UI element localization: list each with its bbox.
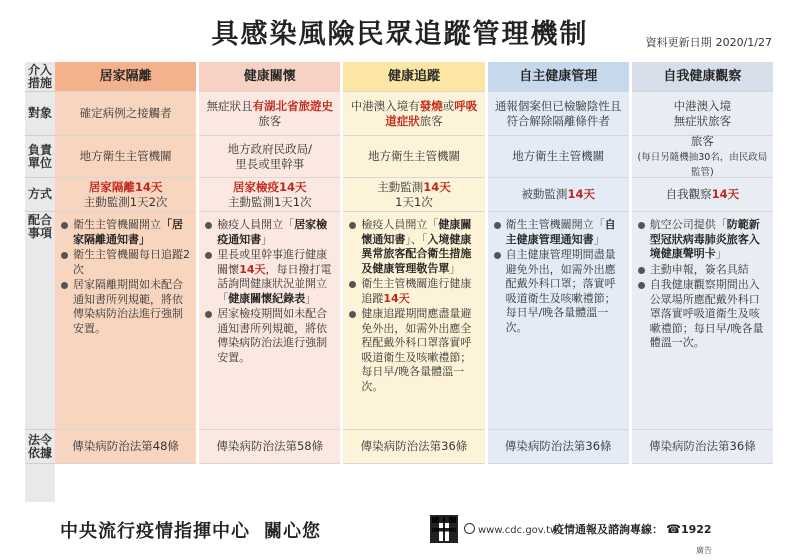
item-text: 主動申報，簽名具結 [649, 262, 749, 276]
target-text: 或 [442, 98, 455, 113]
target-text: 無症狀旅客 [673, 113, 732, 128]
target-cell [55, 92, 196, 136]
target-text: 無症狀且 [206, 98, 253, 113]
method-cell [199, 178, 340, 212]
phone-icon: ☎ [666, 522, 681, 536]
row-label-method: 方式 [25, 178, 55, 212]
unit-cell: 地方衛生主管機關 [488, 136, 629, 178]
target-text: 中港澳入境 [673, 98, 732, 113]
method-text: 主動監測1天2次 [83, 194, 168, 209]
item-text: 航空公司提供「 [649, 218, 727, 231]
item-text: 里長或里幹事進行健康關懷 [217, 248, 328, 276]
page-title: 具感染風險民眾追蹤管理機制 [211, 19, 589, 50]
list-item [349, 277, 478, 306]
item-text: 居家檢疫期間如未配合通知書所列規範，將依傳染病防治法進行強制安置。 [217, 307, 328, 364]
ad-mark: 廣告 [696, 546, 712, 555]
target-cell [199, 92, 340, 136]
unit-text: 旅客 [690, 134, 714, 148]
law-cell: 傳染病防治法第48條 [55, 430, 196, 464]
list-item [638, 263, 767, 278]
unit-cell: 地方衛生主管機關 [343, 136, 484, 178]
org-name: 中央流行疫情指揮中心 [60, 521, 250, 542]
unit-cell [199, 136, 340, 178]
header-home-isolation: 居家隔離 [55, 62, 196, 92]
unit-cell: 地方衛生主管機關 [55, 136, 196, 178]
globe-icon [464, 523, 475, 534]
method-highlight: 居家隔離14天 [88, 179, 163, 194]
target-highlight: 呼吸道症狀 [385, 98, 478, 128]
list-item [638, 278, 767, 351]
list-item [349, 218, 478, 276]
row-labels [25, 62, 55, 502]
target-text: 中港澳入境有 [350, 98, 420, 113]
method-highlight: 居家檢疫14天 [233, 179, 307, 194]
law-cell: 傳染病防治法第58條 [199, 430, 340, 464]
method-highlight: 14天 [567, 187, 595, 201]
method-text: 自我觀察 [665, 187, 712, 201]
website-url: www.cdc.gov.tw [478, 525, 559, 536]
item-emphasis: 自主健康管理通知書 [505, 218, 616, 246]
method-cell [632, 178, 773, 212]
law-cell: 傳染病防治法第36條 [343, 430, 484, 464]
method-highlight: 14天 [711, 187, 740, 201]
target-cell [632, 92, 773, 136]
header-self-management: 自主健康管理 [488, 62, 629, 92]
method-text: 主動監測1天1次 [227, 194, 312, 209]
item-text: 衛生主管機關每日追蹤2次 [73, 248, 190, 276]
hotline-label: 疫情通報及諮詢專線： [553, 523, 663, 536]
list-item [61, 248, 190, 277]
item-text: 居家隔離期間如未配合通知書所列規範，將依傳染病防治法進行強制安置。 [73, 278, 183, 335]
item-text: 衛生主管機關進行健康追蹤 [361, 277, 472, 305]
target-text: 旅客 [258, 113, 282, 128]
method-text: 被動監測 [521, 187, 568, 201]
list-item [494, 218, 623, 247]
management-table [55, 62, 773, 502]
update-label: 資料更新日期 [645, 36, 712, 49]
method-cell [55, 178, 196, 212]
item-emphasis: 健康關懷紀錄表 [228, 291, 306, 305]
unit-text: 地方政府民政局/ [227, 141, 312, 156]
item-emphasis: 「居家隔離通知書」 [73, 218, 183, 246]
list-item [61, 218, 190, 247]
list-item [61, 278, 190, 336]
website[interactable] [464, 523, 558, 536]
item-text: 檢疫人員開立「 [361, 218, 439, 231]
list-item [205, 248, 334, 306]
header-health-tracking: 健康追蹤 [343, 62, 484, 92]
list-item [205, 307, 334, 365]
row-label-law: 法令依據 [25, 430, 55, 464]
unit-cell [632, 136, 773, 178]
target-text: 確定病例之接觸者 [79, 106, 172, 120]
row-label-target: 對象 [25, 92, 55, 136]
method-highlight: 14天 [423, 179, 451, 194]
list-item [638, 218, 767, 262]
item-text: 衛生主管機關開立 [73, 218, 161, 231]
header-health-care: 健康關懷 [199, 62, 340, 92]
target-text: 旅客 [419, 113, 443, 128]
header-self-observation: 自我健康觀察 [632, 62, 773, 92]
item-emphasis: 居家檢疫通知書 [217, 218, 328, 246]
items-cell [632, 212, 773, 430]
list-item [349, 307, 478, 394]
row-label-measure: 介入措施 [25, 62, 55, 92]
hotline-number: 1922 [680, 523, 712, 536]
item-text: 」 [715, 247, 727, 260]
qr-code-icon [430, 515, 458, 543]
items-cell [343, 212, 484, 430]
item-highlight: 14天 [383, 291, 410, 305]
list-item [205, 218, 334, 247]
target-highlight: 有湖北省旅遊史 [252, 98, 334, 113]
item-highlight: 14天 [239, 262, 266, 276]
update-value: 2020/1/27 [715, 36, 772, 49]
items-cell [199, 212, 340, 430]
footer-org [60, 517, 321, 543]
target-cell: 通報個案但已檢驗陰性且符合解除隔離條件者 [488, 92, 629, 136]
item-emphasis: 防範新型冠狀病毒肺炎旅客入境健康聲明卡 [649, 218, 760, 260]
target-highlight: 發燒 [419, 98, 443, 113]
method-cell [488, 178, 629, 212]
row-label-unit: 負責單位 [25, 136, 55, 178]
items-cell [488, 212, 629, 430]
hotline [553, 521, 712, 537]
item-text: 」 [449, 261, 461, 275]
target-cell [343, 92, 484, 136]
item-text: 檢疫人員開立「 [217, 218, 295, 231]
item-emphasis: 健康關懷通知書 [361, 218, 472, 246]
item-text: 衛生主管機關開立「 [505, 218, 605, 231]
row-label-items: 配合事項 [25, 212, 55, 430]
method-text: 1天1次 [395, 194, 433, 209]
list-item [494, 248, 623, 335]
method-text: 主動監測 [377, 179, 424, 194]
item-text: 健康追蹤期間應盡量避免外出，如需外出應全程配戴外科口罩落實呼吸道衛生及咳嗽禮節；每日早/晚各量體溫一次。 [361, 307, 472, 393]
item-text: 自我健康觀察期間出入公眾場所應配戴外科口罩落實呼吸道衛生及咳嗽禮節；每日早/晚各量體溫一次。 [649, 278, 764, 349]
unit-note: (每日另隨機抽30名，由民政局監管) [637, 152, 768, 178]
item-emphasis: 入境健康異常旅客配合衛生措施及健康管理敬告單 [361, 232, 472, 275]
item-text: 」 [593, 232, 605, 246]
item-text: 」 [305, 291, 317, 305]
item-text: ，每日撥打電話詢問健康狀況並開立「 [217, 262, 332, 305]
item-text: 」、「 [405, 232, 428, 246]
slogan: 關心您 [264, 521, 321, 542]
unit-text: 里長或里幹事 [235, 156, 305, 171]
law-cell: 傳染病防治法第36條 [488, 430, 629, 464]
item-text: 自主健康管理期間盡量避免外出，如需外出應配戴外科口罩；落實呼吸道衛生及咳嗽禮節；每日早/晚各量體溫一次。 [505, 248, 616, 334]
law-cell: 傳染病防治法第36條 [632, 430, 773, 464]
method-cell [343, 178, 484, 212]
update-date [642, 34, 772, 50]
item-text: 」 [261, 232, 273, 246]
items-cell [55, 212, 196, 430]
